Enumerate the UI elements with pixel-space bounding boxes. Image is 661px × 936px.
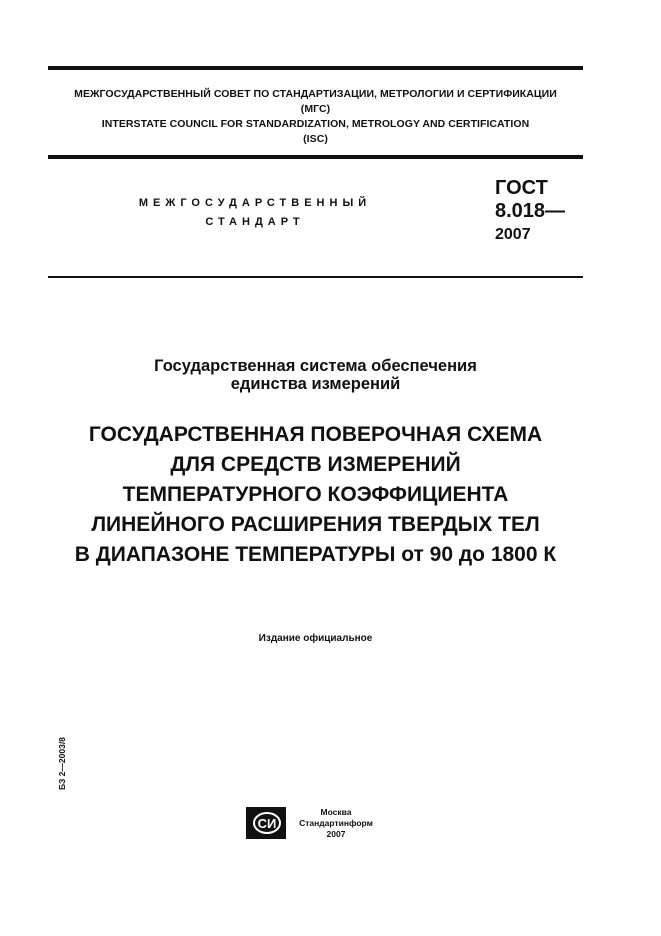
logo-text: СИ	[257, 816, 277, 831]
edition-label: Издание официальное	[258, 633, 373, 644]
council-abbr-ru: (МГС)	[300, 103, 331, 115]
council-name-ru: МЕЖГОСУДАРСТВЕННЫЙ СОВЕТ ПО СТАНДАРТИЗАЦИИ, МЕТРОЛОГИИ И СЕРТИФИКАЦИИ	[74, 88, 557, 100]
title-line2: ДЛЯ СРЕДСТВ ИЗМЕРЕНИЙ	[170, 453, 461, 476]
publisher-name: Стандартинформ	[299, 818, 373, 828]
council-abbr-en: (ISC)	[303, 133, 328, 145]
publisher-city: Москва	[320, 807, 352, 817]
publisher-year: 2007	[326, 829, 346, 839]
subtitle-line1: Государственная система обеспечения	[154, 357, 477, 375]
gost-number: 8.018—	[495, 200, 566, 222]
standard-type-line1: МЕЖГОСУДАРСТВЕННЫЙ	[138, 197, 372, 209]
gost-year: 2007	[495, 226, 531, 243]
designation-bottom-rule	[48, 276, 583, 278]
standartinform-logo-icon	[246, 807, 286, 839]
council-name-en: INTERSTATE COUNCIL FOR STANDARDIZATION, METROLOGY AND CERTIFICATION	[101, 118, 530, 130]
gost-designation: ГОСТ	[495, 177, 548, 199]
title-line4: ЛИНЕЙНОГО РАСШИРЕНИЯ ТВЕРДЫХ ТЕЛ	[91, 513, 540, 536]
standard-type-line2: СТАНДАРТ	[205, 216, 305, 228]
title-line5: В ДИАПАЗОНЕ ТЕМПЕРАТУРЫ от 90 до 1800 К	[74, 543, 557, 566]
side-code: БЗ 2—2003/8	[57, 737, 67, 790]
subtitle-line2: единства измерений	[230, 375, 401, 393]
header-bottom-rule	[48, 155, 583, 159]
title-line3: ТЕМПЕРАТУРНОГО КОЭФФИЦИЕНТА	[122, 483, 509, 506]
top-rule	[48, 66, 583, 70]
title-line1: ГОСУДАРСТВЕННАЯ ПОВЕРОЧНАЯ СХЕМА	[88, 423, 543, 446]
